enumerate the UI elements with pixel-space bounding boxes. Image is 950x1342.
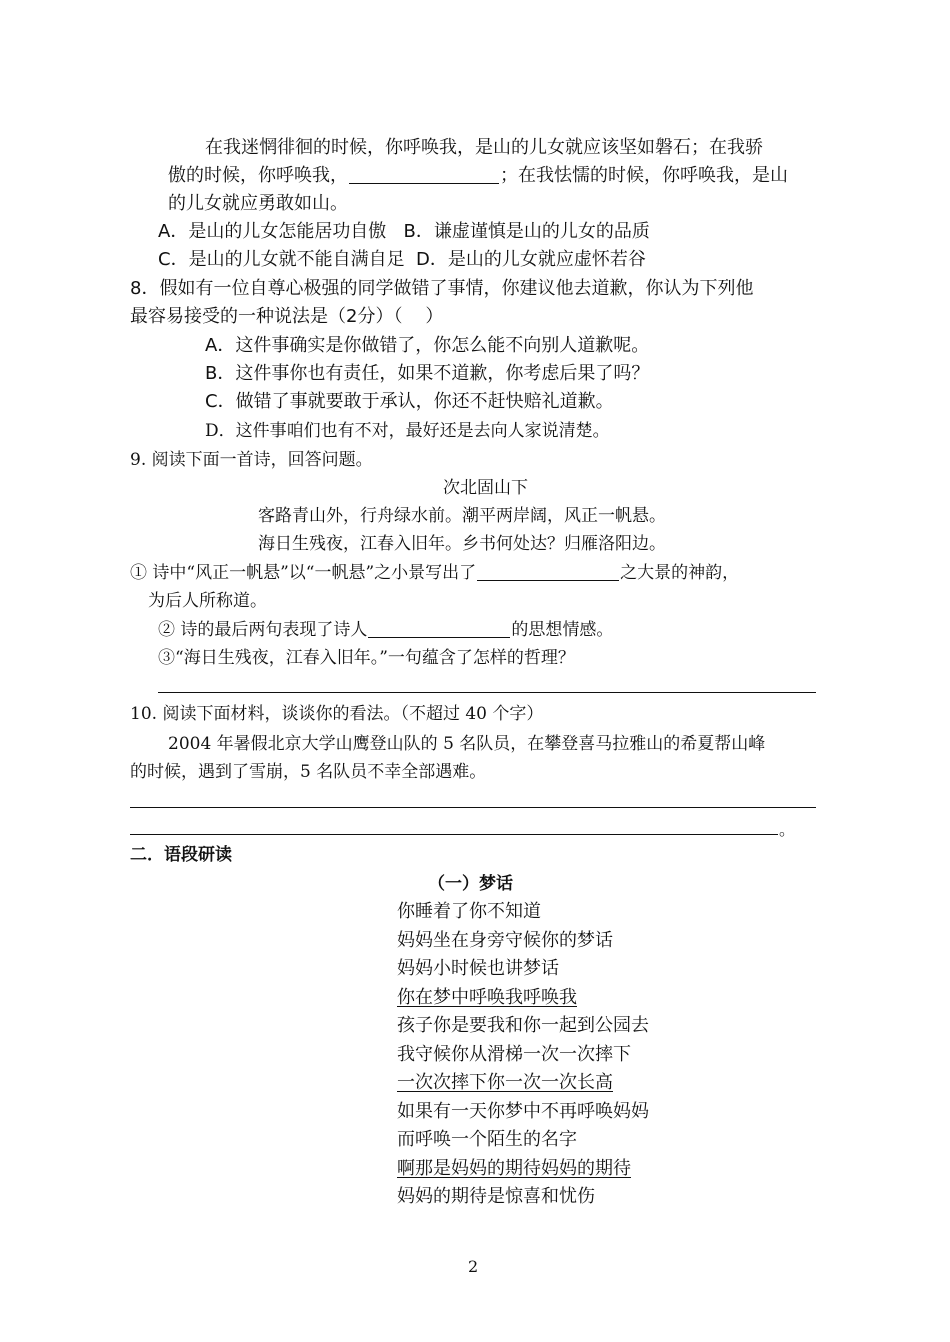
poem-verse-line: 而呼唤一个陌生的名字	[397, 1129, 577, 1150]
passage-line-2-after: ；在我怯懦的时候，你呼唤我，是山	[500, 165, 788, 186]
q9-sub-2	[158, 617, 613, 643]
poem-verse-line: 妈妈的期待是惊喜和忧伤	[397, 1186, 595, 1207]
poem-title: 次北固山下	[443, 478, 528, 498]
poem-subtitle: （一）梦话	[428, 874, 513, 894]
poem-verse-line: 孩子你是要我和你一起到公园去	[397, 1015, 649, 1036]
q8-stem-line-1: 8．假如有一位自尊心极强的同学做错了事情，你建议他去道歉，你认为下列他	[130, 278, 754, 299]
q9-sub-2-after: 的思想情感。	[511, 620, 614, 640]
q9-stem: 9. 阅读下面一首诗，回答问题。	[130, 450, 373, 470]
answer-line[interactable]	[158, 692, 816, 693]
option-row-2: C．是山的儿女就不能自满自足 D．是山的儿女就应虚怀若谷	[158, 249, 646, 270]
poem-verse-line: 一次次摔下你一次一次长高	[397, 1072, 613, 1093]
q9-sub-1-cont: 为后人所称道。	[148, 591, 267, 611]
passage-line-2	[168, 163, 788, 189]
q10-stem: 10. 阅读下面材料，谈谈你的看法。（不超过 40 个字）	[130, 704, 544, 724]
option-row-1: A．是山的儿女怎能居功自傲 B．谦虚谨慎是山的儿女的品质	[158, 221, 650, 242]
poem-line-2: 海日生残夜，江春入旧年。乡书何处达？归雁洛阳边。	[258, 534, 666, 554]
q9-sub-1-before: ① 诗中“风正一帆悬”以“一帆悬”之小景写出了	[130, 563, 477, 583]
poem-verse-line: 我守候你从滑梯一次一次摔下	[397, 1043, 631, 1065]
answer-blank[interactable]	[349, 165, 499, 184]
passage-line-3: 的儿女就应勇敢如山。	[168, 193, 348, 214]
passage-line-2-before: 傲的时候，你呼唤我，	[168, 165, 348, 186]
poem-line-1: 客路青山外，行舟绿水前。潮平两岸阔，风正一帆悬。	[258, 506, 666, 526]
q9-sub-2-before: ② 诗的最后两句表现了诗人	[158, 620, 368, 640]
q8-option-d: D．这件事咱们也有不对，最好还是去向人家说清楚。	[205, 421, 610, 441]
answer-end-mark: 。	[779, 820, 796, 839]
poem-verse-line: 妈妈小时候也讲梦话	[397, 958, 559, 979]
q9-sub-3: ③“海日生残夜，江春入旧年。”一句蕴含了怎样的哲理？	[158, 648, 575, 668]
passage-line-1: 在我迷惘徘徊的时候，你呼唤我，是山的儿女就应该坚如磐石；在我骄	[205, 137, 763, 158]
q9-sub-1-after: 之大景的神韵，	[620, 563, 740, 583]
answer-blank[interactable]	[368, 619, 510, 638]
poem-verse-line: 妈妈坐在身旁守候你的梦话	[397, 929, 613, 951]
answer-line[interactable]	[130, 807, 816, 808]
section-heading: 二．语段研读	[130, 845, 232, 865]
q10-material-line-1: 2004 年暑假北京大学山鹰登山队的 5 名队员，在攀登喜马拉雅山的希夏帮山峰	[168, 734, 766, 754]
q8-stem-line-2: 最容易接受的一种说法是（2分）（ ）	[130, 306, 444, 327]
poem-verse-line: 你睡着了你不知道	[397, 901, 541, 922]
poem-verse-line: 你在梦中呼唤我呼唤我	[397, 986, 577, 1008]
poem-verse-line: 如果有一天你梦中不再呼唤妈妈	[397, 1100, 649, 1122]
q8-option-b: B．这件事你也有责任，如果不道歉，你考虑后果了吗？	[205, 363, 650, 384]
poem-verse-line: 啊那是妈妈的期待妈妈的期待	[397, 1157, 631, 1179]
q8-option-c: C．做错了事就要敢于承认，你还不赶快赔礼道歉。	[205, 391, 614, 412]
q8-option-a: A．这件事确实是你做错了，你怎么能不向别人道歉呢。	[205, 335, 650, 356]
q10-material-line-2: 的时候，遇到了雪崩，5 名队员不幸全部遇难。	[130, 762, 487, 782]
q9-sub-1	[130, 560, 739, 586]
answer-line[interactable]	[130, 834, 778, 835]
answer-blank[interactable]	[477, 562, 619, 581]
page-number: 2	[468, 1257, 479, 1276]
